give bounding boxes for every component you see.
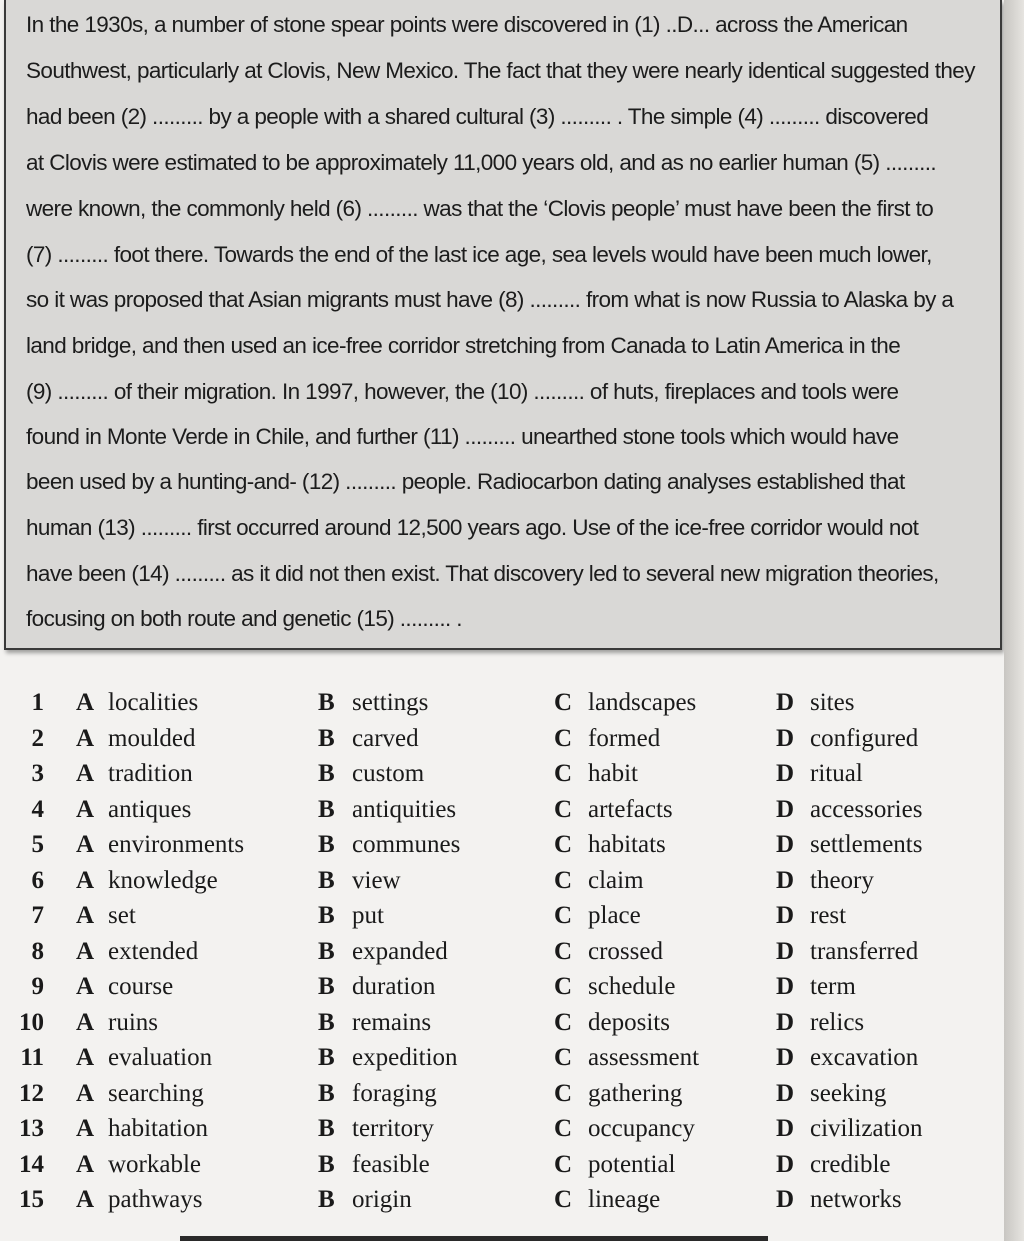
- option-word-b[interactable]: put: [352, 902, 384, 929]
- option-letter-a: A: [76, 760, 95, 787]
- option-word-c[interactable]: landscapes: [588, 689, 697, 716]
- option-letter-d: D: [776, 1008, 795, 1036]
- question-number: 6: [31, 866, 44, 894]
- option-letter-b: B: [318, 760, 335, 787]
- question-number: 10: [19, 1008, 44, 1036]
- question-number: 5: [31, 831, 44, 858]
- option-letter-c: C: [554, 689, 573, 716]
- option-word-b[interactable]: expedition: [352, 1044, 458, 1071]
- option-letter-c: C: [554, 866, 573, 894]
- option-letter-d: D: [776, 1186, 795, 1213]
- option-letter-a: A: [76, 831, 95, 858]
- option-letter-a: A: [76, 1186, 95, 1213]
- question-row: [0, 1148, 1000, 1182]
- option-letter-c: C: [554, 760, 573, 787]
- option-letter-a: A: [76, 724, 95, 752]
- option-word-a[interactable]: pathways: [108, 1186, 203, 1213]
- option-letter-b: B: [318, 1115, 335, 1142]
- option-word-b[interactable]: antiquities: [352, 795, 457, 823]
- option-letter-b: B: [318, 1079, 335, 1107]
- option-letter-c: C: [554, 1008, 573, 1036]
- option-letter-c: C: [554, 1079, 573, 1107]
- option-word-c[interactable]: gathering: [588, 1079, 683, 1107]
- option-word-d[interactable]: relics: [810, 1008, 865, 1036]
- passage-line-8: land bridge, and then used an ice-free corridor stretching from Canada to Latin America in the: [26, 333, 901, 358]
- option-word-c[interactable]: potential: [588, 1150, 676, 1178]
- question-row: [0, 1077, 1000, 1111]
- option-letter-b: B: [318, 937, 335, 965]
- option-word-a[interactable]: workable: [108, 1150, 202, 1178]
- option-letter-c: C: [554, 1150, 573, 1178]
- option-word-a[interactable]: environments: [108, 831, 245, 858]
- option-word-c[interactable]: lineage: [588, 1186, 661, 1213]
- option-word-d[interactable]: civilization: [810, 1115, 923, 1142]
- question-row: [0, 828, 1000, 862]
- question-number: 14: [19, 1150, 44, 1178]
- option-word-d[interactable]: ritual: [810, 760, 863, 787]
- passage-line-13: have been (14) ......... as it did not then exist. That discovery led to several new migration theories,: [26, 561, 939, 586]
- passage-line-4: at Clovis were estimated to be approximately 11,000 years old, and as no earlier human (5) .........: [26, 150, 937, 175]
- option-word-b[interactable]: communes: [352, 831, 461, 858]
- option-word-a[interactable]: knowledge: [108, 866, 218, 894]
- option-letter-c: C: [554, 902, 573, 929]
- option-letter-b: B: [318, 724, 335, 752]
- option-letter-a: A: [76, 973, 95, 1000]
- passage-box: [4, 0, 1002, 650]
- question-row: [0, 1041, 1000, 1075]
- option-word-d[interactable]: theory: [810, 866, 874, 894]
- option-letter-a: A: [76, 866, 95, 894]
- option-word-b[interactable]: origin: [352, 1186, 412, 1213]
- option-word-a[interactable]: moulded: [108, 724, 196, 752]
- question-row: [0, 899, 1000, 933]
- option-letter-c: C: [554, 1115, 573, 1142]
- option-word-d[interactable]: sites: [810, 689, 855, 716]
- option-letter-d: D: [776, 795, 795, 823]
- passage-line-12: human (13) ......... first occurred around 12,500 years ago. Use of the ice-free corridor would not: [26, 515, 919, 540]
- option-word-c[interactable]: occupancy: [588, 1115, 695, 1142]
- question-row: [0, 722, 1000, 756]
- question-number: 13: [19, 1115, 44, 1142]
- option-word-d[interactable]: settlements: [810, 831, 923, 858]
- option-word-b[interactable]: feasible: [352, 1150, 430, 1178]
- question-number: 12: [19, 1079, 44, 1107]
- option-letter-c: C: [554, 937, 573, 965]
- passage-line-14: focusing on both route and genetic (15) ......... .: [26, 606, 462, 631]
- option-word-b[interactable]: duration: [352, 973, 436, 1000]
- passage-line-11: been used by a hunting-and- (12) ......... people. Radiocarbon dating analyses established that: [26, 469, 905, 494]
- option-letter-b: B: [318, 831, 335, 858]
- option-letter-a: A: [76, 1150, 95, 1178]
- option-word-b[interactable]: remains: [352, 1008, 432, 1036]
- option-letter-a: A: [76, 689, 95, 716]
- option-word-c[interactable]: deposits: [588, 1008, 670, 1036]
- question-number: 4: [31, 795, 44, 823]
- option-word-b[interactable]: expanded: [352, 937, 448, 965]
- question-number: 8: [31, 937, 44, 965]
- question-number: 11: [20, 1044, 44, 1071]
- option-word-d[interactable]: transferred: [810, 937, 919, 965]
- option-letter-c: C: [554, 973, 573, 1000]
- option-word-d[interactable]: credible: [810, 1150, 891, 1178]
- option-word-c[interactable]: schedule: [588, 973, 676, 1000]
- option-word-c[interactable]: assessment: [588, 1044, 700, 1071]
- option-word-a[interactable]: set: [108, 902, 136, 929]
- option-word-c[interactable]: crossed: [588, 937, 663, 965]
- question-row: [0, 864, 1000, 898]
- question-row: [0, 686, 1000, 720]
- option-letter-b: B: [318, 795, 335, 823]
- option-word-b[interactable]: settings: [352, 689, 429, 716]
- option-letter-b: B: [318, 1150, 335, 1178]
- passage-line-6: (7) ......... foot there. Towards the end of the last ice age, sea levels would have been much lower,: [26, 242, 932, 267]
- option-word-d[interactable]: accessories: [810, 795, 923, 823]
- question-number: 15: [19, 1186, 44, 1213]
- question-row: [0, 1112, 1000, 1146]
- option-word-d[interactable]: excavation: [810, 1044, 919, 1071]
- option-letter-b: B: [318, 1044, 335, 1071]
- option-letter-d: D: [776, 689, 795, 716]
- option-letter-a: A: [76, 1008, 95, 1036]
- option-word-a[interactable]: tradition: [108, 760, 193, 787]
- option-letter-b: B: [318, 1186, 335, 1213]
- option-word-b[interactable]: view: [352, 866, 401, 894]
- option-word-b[interactable]: carved: [352, 724, 419, 752]
- passage-line-5: were known, the commonly held (6) ......... was that the ‘Clovis people’ must have been the first to: [26, 196, 934, 221]
- option-word-c[interactable]: artefacts: [588, 795, 673, 823]
- option-word-c[interactable]: formed: [588, 724, 661, 752]
- option-word-a[interactable]: antiques: [108, 795, 192, 823]
- option-word-b[interactable]: foraging: [352, 1079, 437, 1107]
- option-letter-a: A: [76, 1079, 95, 1107]
- passage-line-9: (9) ......... of their migration. In 1997, however, the (10) ......... of huts, fireplaces and tools were: [26, 379, 899, 404]
- option-letter-d: D: [776, 866, 795, 894]
- passage-line-2: Southwest, particularly at Clovis, New Mexico. The fact that they were nearly identical suggested they: [26, 58, 975, 83]
- option-letter-d: D: [776, 760, 795, 787]
- option-letter-d: D: [776, 1079, 795, 1107]
- option-letter-b: B: [318, 902, 335, 929]
- question-number: 3: [31, 760, 44, 787]
- option-letter-d: D: [776, 937, 795, 965]
- option-word-a[interactable]: localities: [108, 689, 199, 716]
- option-word-d[interactable]: term: [810, 973, 856, 1000]
- option-letter-b: B: [318, 1008, 335, 1036]
- option-letter-c: C: [554, 831, 573, 858]
- option-letter-d: D: [776, 1044, 795, 1071]
- option-letter-c: C: [554, 1186, 573, 1213]
- option-word-a[interactable]: ruins: [108, 1008, 158, 1036]
- option-letter-c: C: [554, 1044, 573, 1071]
- question-row: [0, 1183, 1000, 1217]
- option-letter-d: D: [776, 831, 795, 858]
- option-word-c[interactable]: claim: [588, 866, 644, 894]
- option-word-d[interactable]: configured: [810, 724, 919, 752]
- option-letter-a: A: [76, 902, 95, 929]
- option-letter-a: A: [76, 795, 95, 823]
- question-number: 1: [31, 689, 44, 716]
- option-word-d[interactable]: seeking: [810, 1079, 887, 1107]
- question-row: [0, 935, 1000, 969]
- option-letter-b: B: [318, 689, 335, 716]
- option-word-a[interactable]: searching: [108, 1079, 204, 1107]
- option-word-b[interactable]: custom: [352, 760, 425, 787]
- passage-line-7: so it was proposed that Asian migrants must have (8) ......... from what is now Russia to Alaska by a: [26, 287, 954, 312]
- question-number: 7: [31, 902, 44, 929]
- option-word-c[interactable]: place: [588, 902, 641, 929]
- bottom-edge-bar: [180, 1236, 768, 1241]
- question-row: [0, 970, 1000, 1004]
- question-row: [0, 757, 1000, 791]
- option-letter-b: B: [318, 973, 335, 1000]
- option-word-c[interactable]: habitats: [588, 831, 666, 858]
- question-number: 2: [31, 724, 44, 752]
- question-row: [0, 793, 1000, 827]
- option-word-b[interactable]: territory: [352, 1115, 434, 1142]
- option-letter-d: D: [776, 902, 795, 929]
- option-word-a[interactable]: extended: [108, 937, 199, 965]
- option-letter-b: B: [318, 866, 335, 894]
- option-letter-d: D: [776, 1150, 795, 1178]
- option-word-d[interactable]: rest: [810, 902, 847, 929]
- option-word-a[interactable]: evaluation: [108, 1044, 213, 1071]
- option-letter-a: A: [76, 1115, 95, 1142]
- passage-line-10: found in Monte Verde in Chile, and further (11) ......... unearthed stone tools which would have: [26, 424, 899, 449]
- option-word-c[interactable]: habit: [588, 760, 638, 787]
- passage-line-1: In the 1930s, a number of stone spear points were discovered in (1) ..D... across the American: [26, 12, 908, 37]
- option-letter-a: A: [76, 1044, 95, 1071]
- question-row: [0, 1006, 1000, 1040]
- option-letter-a: A: [76, 937, 95, 965]
- option-letter-c: C: [554, 724, 573, 752]
- option-letter-d: D: [776, 724, 795, 752]
- question-number: 9: [31, 973, 44, 1000]
- option-letter-c: C: [554, 795, 573, 823]
- option-letter-d: D: [776, 1115, 795, 1142]
- option-letter-d: D: [776, 973, 795, 1000]
- passage-line-3: had been (2) ......... by a people with a shared cultural (3) ......... . The simple (4) ......... discovered: [26, 104, 929, 129]
- option-word-d[interactable]: networks: [810, 1186, 902, 1213]
- page-edge-shadow: [1004, 0, 1024, 1241]
- option-word-a[interactable]: habitation: [108, 1115, 208, 1142]
- option-word-a[interactable]: course: [108, 973, 174, 1000]
